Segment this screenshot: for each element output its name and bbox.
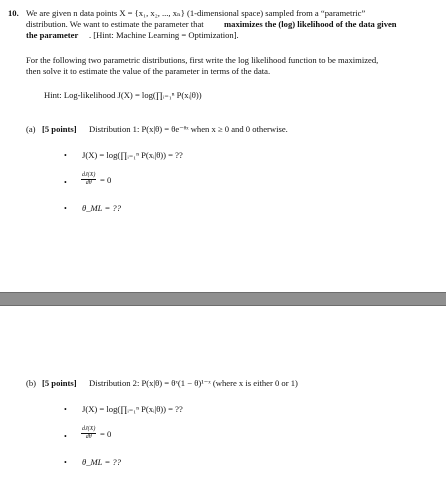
part-b-label: (b) bbox=[26, 378, 37, 388]
part-b-text: Distribution 2: P(x|θ) = θˣ(1 − θ)¹⁻ˣ (where x is either 0 or 1) bbox=[89, 378, 298, 388]
problem-line-2-pre: distribution. We want to estimate the parameter that bbox=[26, 19, 204, 29]
bullet-icon: • bbox=[64, 432, 67, 441]
page-divider bbox=[0, 292, 446, 306]
page-bottom bbox=[0, 306, 446, 488]
problem-line-1: We are given n data points X = {x₁, x₂, ..., xₙ} (1-dimensional space) sampled from a “parametric” bbox=[26, 8, 366, 18]
problem-number: 10. bbox=[8, 8, 19, 18]
part-a-points: [5 points] bbox=[42, 124, 77, 134]
hint-text: Hint: Log-likelihood J(X) = log(∏ᵢ₌₁ⁿ P(xᵢ|θ)) bbox=[44, 90, 202, 100]
bullet-icon: • bbox=[64, 204, 67, 213]
part-b-bullet-1: J(X) = log(∏ᵢ₌₁ⁿ P(xᵢ|θ)) = ?? bbox=[82, 404, 183, 414]
part-a-text: Distribution 1: P(x|θ) = θe⁻ᶿˣ when x ≥ 0 and 0 otherwise. bbox=[89, 124, 288, 134]
problem-line-3-post: . [Hint: Machine Learning = Optimization]. bbox=[89, 30, 239, 40]
part-b-deriv-den: dθ bbox=[85, 434, 92, 440]
part-b-deriv-rest: = 0 bbox=[100, 429, 112, 439]
part-a-deriv-num: dJ(X) bbox=[82, 172, 96, 178]
bullet-icon: • bbox=[64, 178, 67, 187]
part-b-deriv-num: dJ(X) bbox=[82, 426, 96, 432]
part-a-label: (a) bbox=[26, 124, 36, 134]
problem-line-2-bold: maximizes the (log) likelihood of the data given bbox=[224, 19, 397, 29]
bullet-icon: • bbox=[64, 458, 67, 467]
para2-line-1: For the following two parametric distributions, first write the log likelihood function to be maximized, bbox=[26, 55, 379, 65]
bullet-icon: • bbox=[64, 151, 67, 160]
para2-line-2: then solve it to estimate the value of the parameter in terms of the data. bbox=[26, 66, 271, 76]
part-b-points: [5 points] bbox=[42, 378, 77, 388]
part-a-deriv-rest: = 0 bbox=[100, 175, 112, 185]
part-a-bullet-1: J(X) = log(∏ᵢ₌₁ⁿ P(xᵢ|θ)) = ?? bbox=[82, 150, 183, 160]
part-a-deriv-den: dθ bbox=[85, 180, 92, 186]
part-b-bullet-3: θ_ML = ?? bbox=[82, 457, 121, 467]
problem-line-3-bold: the parameter bbox=[26, 30, 79, 40]
part-a-bullet-3: θ_ML = ?? bbox=[82, 203, 121, 213]
part-b-derivative bbox=[81, 426, 96, 441]
part-a-derivative bbox=[81, 172, 96, 187]
bullet-icon: • bbox=[64, 405, 67, 414]
